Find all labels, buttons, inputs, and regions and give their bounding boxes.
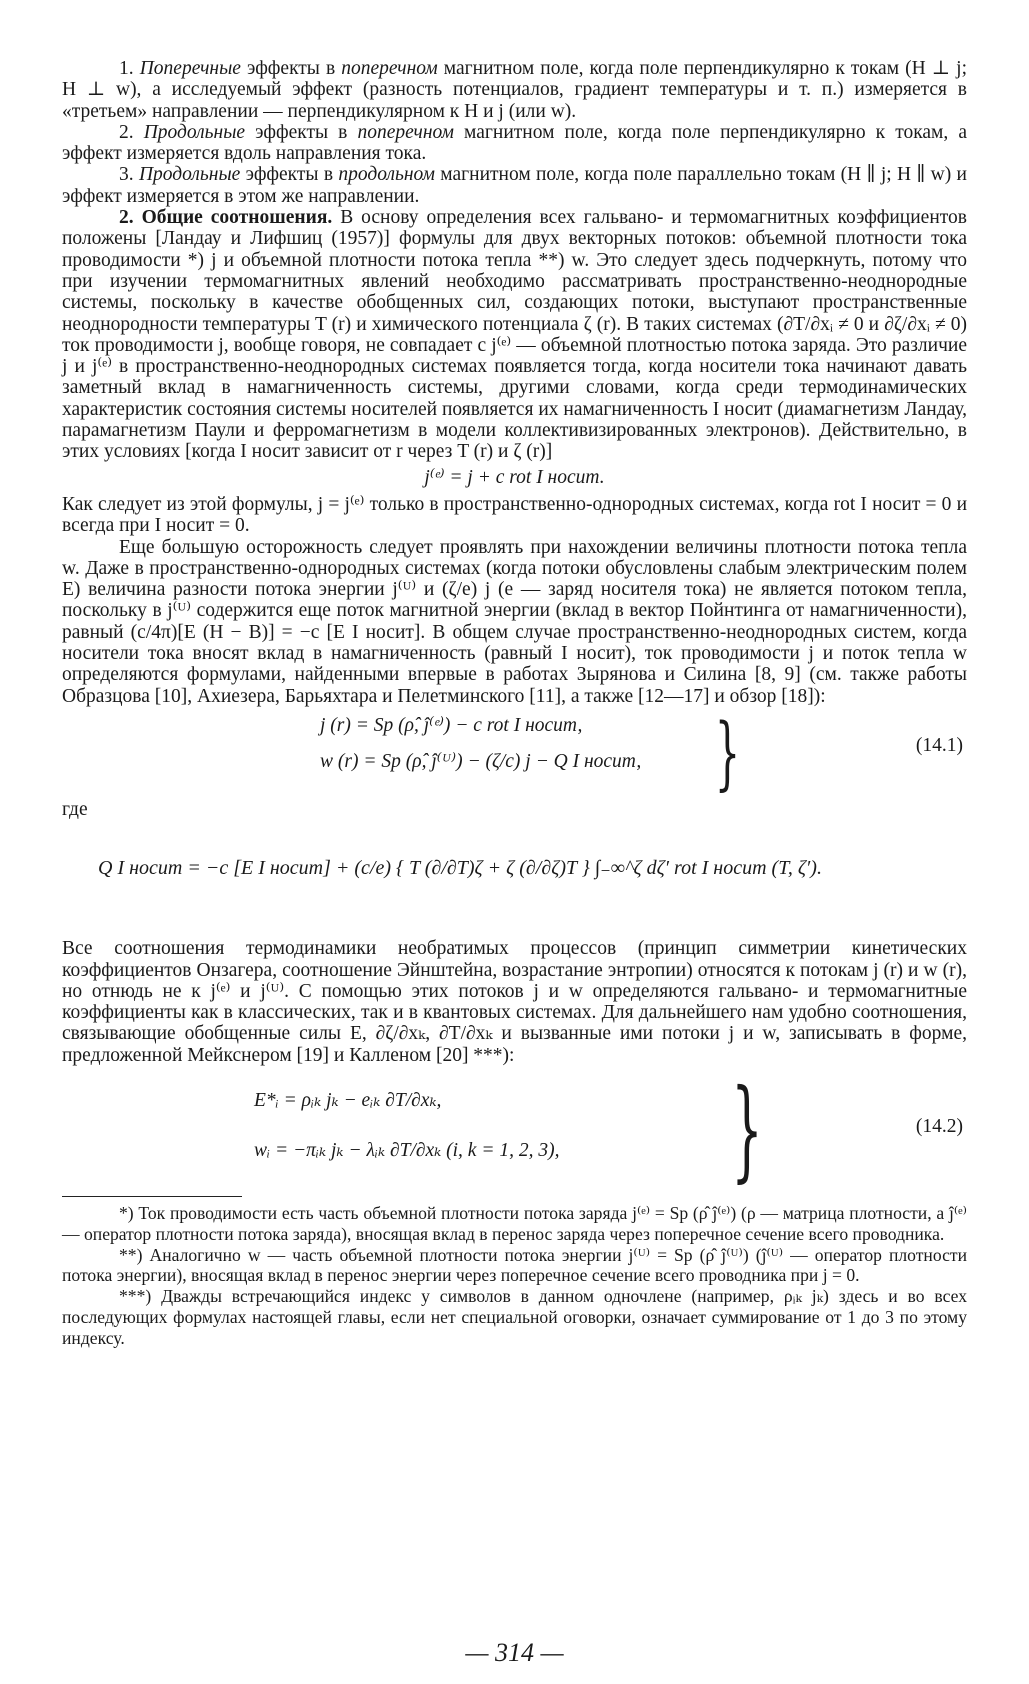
equation-14-1 [62, 705, 967, 799]
footnote-divider [62, 1196, 242, 1197]
list-item: 3. Продольные эффекты в продольном магнитном поле, когда поле параллельно токам (H ∥ j; H ∥ w) и эффект измеряется в этом же направлении. [62, 164, 967, 207]
equation-number: (14.2) [915, 1115, 963, 1137]
where-label: где [62, 798, 88, 820]
formula-current-density: j⁽ᵉ⁾ = j + c rot I носит. [424, 466, 605, 488]
footnote: *) Ток проводимости есть часть объемной плотности потока заряда j⁽ᵉ⁾ = Sp (ρ̂ ĵ⁽ᵉ⁾) (ρ — матрица плотности, а ĵ⁽ᵉ⁾ — оператор плотности потока заряда), вносящая вклад в перенос заряда через поперечное сечение всего проводника. [62, 1202, 967, 1244]
section-heading: 2. Общие соотношения. [119, 207, 333, 229]
footnotes [62, 1203, 967, 1349]
equation-14-2 [62, 1064, 967, 1193]
footnote: **) Аналогично w — часть объемной плотности потока энергии j⁽ᵁ⁾ = Sp (ρ̂ ĵ⁽ᵁ⁾) (ĵ⁽ᵁ⁾ — оператор плотности потока энергии), вносящая вклад в перенос энергии через поперечное сечение всего проводника при j = 0. [62, 1244, 967, 1286]
right-brace: } [731, 1064, 763, 1193]
equation-line: j (r) = Sp (ρ̂, ĵ⁽ᵉ⁾) − c rot I носит, [320, 714, 583, 736]
paragraph: Как следует из этой формулы, j = j⁽ᵉ⁾ только в пространственно-однородных системах, когда rot I носит = 0 и всегда при I носит = 0. [62, 493, 967, 537]
section-paragraph: 2. Общие соотношения. В основу определения всех гальвано- и термомагнитных коэффициентов положены [Ландау и Лифшиц (1957)] формулы для двух векторных потоков: объемной плотности тока проводимости *) j и объемной плотности потока тепла **) w. Это следует здесь подчеркнуть, потому что при изучении термомагнитных явлений необходимо рассматривать пространственно-неоднородные системы, поскольку в качестве обобщенных сил, создающих потоки, выступают пространственные неоднородности температуры T (r) и химического потенциала ζ (r). В таких системах (∂T/∂xᵢ ≠ 0 и ∂ζ/∂xᵢ ≠ 0) ток проводимости j, вообще говоря, не совпадает с j⁽ᵉ⁾ — объемной плотностью потока заряда. Это различие j и j⁽ᵉ⁾ в пространственно-неоднородных системах появляется тогда, когда носители тока начинают давать заметный вклад в намагниченность системы, другими словами, когда среди термодинамических характеристик состояния системы носителей появляется их намагниченность I носит (диамагнетизм Ландау, парамагнетизм Паули и ферромагнетизм в модели коллективизированных электронов). Действительно, в этих условиях [когда I носит зависит от r через T (r) и ζ (r)] [62, 207, 967, 463]
page-body [62, 58, 967, 1349]
paragraph: Все соотношения термодинамики необратимых процессов (принцип симметрии кинетических коэффициентов Онзагера, соотношение Эйнштейна, возрастание энтропии) относятся к потокам j (r) и w (r), но отнюдь не к j⁽ᵉ⁾ и j⁽ᵁ⁾. С помощью этих потоков j и w определяются гальвано- и термомагнитные коэффициенты как в классических, так и в квантовых системах. Для дальнейшего нам удобно соотношения, связывающие обобщенные силы E, ∂ζ/∂xₖ, ∂T/∂xₖ и вызванные ими потоки j и w, записывать в форме, предложенной Мейкснером [19] и Калленом [20] ***): [62, 938, 967, 1066]
footnote: ***) Дважды встречающийся индекс у символов в данном одночлене (например, ρᵢₖ jₖ) здесь и во всех последующих формулах настоящей главы, если нет специальной оговорки, означает суммирование от 1 до 3 по этому индексу. [62, 1286, 967, 1348]
equation-line: w (r) = Sp (ρ̂, ĵ⁽ᵁ⁾) − (ζ/c) j − Q I носит, [320, 750, 642, 772]
list-item: 1. Поперечные эффекты в поперечном магнитном поле, когда поле перпендикулярно к токам (H ⊥ j; H ⊥ w), а исследуемый эффект (разность потенциалов, градиент температуры и т. п.) измеряется в «третьем» направлении — перпендикулярном к H и j (или w). [62, 58, 968, 122]
right-brace: } [714, 705, 741, 799]
equation-line: E*ᵢ = ρᵢₖ jₖ − eᵢₖ ∂T/∂xₖ, [254, 1089, 442, 1111]
paragraph: Еще большую осторожность следует проявлять при нахождении величины плотности потока тепла w. Даже в пространственно-однородных системах (когда потоки обусловлены слабым электрическим полем E) величина разности потока энергии j⁽ᵁ⁾ и (ζ/e) j (e — заряд носителя тока) не является потоком тепла, поскольку в j⁽ᵁ⁾ содержится еще поток магнитной энергии (вклад в вектор Пойнтинга от намагниченности), равный (c/4π)[E (H − B)] = −c [E I носит]. В общем случае пространственно-неоднородных систем, когда носители тока вносят вклад в намагниченность (равный I носит), ток проводимости j и поток тепла w определяются формулами, найденными впервые в работах Зырянова и Силина [8, 9] (см. также работы Образцова [10], Ахиезера, Барьяхтара и Пелетминского [11], а также [12—17] и обзор [18]): [62, 536, 967, 707]
page-number: — 314 — [465, 1638, 564, 1667]
equation-heat-term [62, 826, 967, 930]
list-item: 2. Продольные эффекты в поперечном магнитном поле, когда поле перпендикулярно к токам, а эффект измеряется вдоль направления тока. [62, 121, 968, 165]
equation-line: wᵢ = −πᵢₖ jₖ − λᵢₖ ∂T/∂xₖ (i, k = 1, 2, 3), [254, 1139, 560, 1161]
equation-number: (14.1) [915, 734, 963, 756]
equation-line: Q I носит = −c [E I носит] + (c/e) { T (∂/∂T)ζ + ζ (∂/∂ζ)T } ∫₋∞^ζ dζ′ rot I носит (T, ζ′). [98, 857, 822, 880]
